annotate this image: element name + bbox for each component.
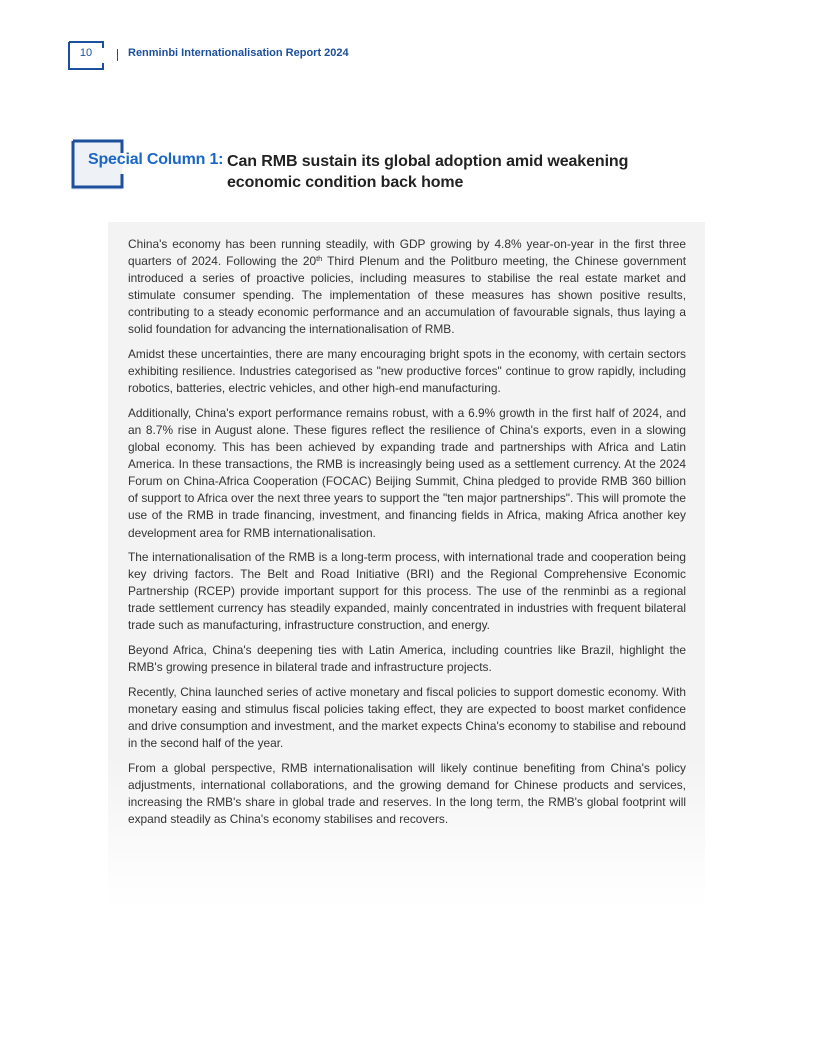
- paragraph: China's economy has been running steadily, with GDP growing by 4.8% year-on-year in the first three quarters of 2024. Following the 20th Third Plenum and the Politburo meeting, the Chinese government introduced a series of proactive policies, including measures to stabilise the real estate market and stimulate consumer spending. The implementation of these measures has shown positive results, contributing to a steady economic performance and an accumulation of favourable signals, thus laying a solid foundation for advancing the internationalisation of RMB.: [128, 237, 687, 337]
- paragraph: The internationalisation of the RMB is a long-term process, with international trade and cooperation being key driving factors. The Belt and Road Initiative (BRI) and the Regional Comprehensive Economic Partnership (RCEP) provide important support for this process. The use of the renminbi as a regional trade settlement currency has steadily expanded, mainly concentrated in industries with frequent bilateral trade such as manufacturing, infrastructure construction, and energy.: [128, 550, 686, 633]
- column-label: Special Column 1:: [88, 151, 224, 168]
- column-title: Can RMB sustain its global adoption amid weakening economic condition back home: [227, 153, 629, 191]
- paragraph: Recently, China launched series of active monetary and fiscal policies to support domestic economy. With monetary easing and stimulus fiscal policies taking effect, they are expected to boost market confidence and drive consumption and investment, and the market expects China's economy to stabilise and rebound in the second half of the year.: [128, 684, 686, 751]
- report-title: Renminbi Internationalisation Report 2024: [128, 47, 349, 59]
- paragraph: Additionally, China's export performance remains robust, with a 6.9% growth in the first half of 2024, and an 8.7% rise in August alone. These figures reflect the resilience of China's exports, even in a slowing global economy. This has been achieved by expanding trade and partnerships with Africa and Latin America. In these transactions, the RMB is increasingly being used as a settlement currency. At the 2024 Forum on China-Africa Cooperation (FOCAC) Beijing Summit, China pledged to provide RMB 360 billion of support to Africa over the next three years to support the "ten major partnerships". This will promote the use of the RMB in trade financing, investment, and financing fields in Africa, making Africa another key development area for RMB internationalisation.: [128, 405, 686, 540]
- paragraph: Beyond Africa, China's deepening ties with Latin America, including countries like Brazil, highlight the RMB's growing presence in bilateral trade and infrastructure projects.: [128, 643, 686, 675]
- article-body: [128, 236, 686, 836]
- page-number: 10: [79, 47, 93, 59]
- paragraph: From a global perspective, RMB internationalisation will likely continue benefiting from China's policy adjustments, international collaborations, and the growing demand for Chinese products and services, increasing the RMB's share in global trade and reserves. In the long term, the RMB's global footprint will expand steadily as China's economy stabilises and recovers.: [128, 760, 686, 826]
- paragraph: Amidst these uncertainties, there are many encouraging bright spots in the economy, with certain sectors exhibiting resilience. Industries categorised as "new productive forces" continue to grow rapidly, including robotics, batteries, electric vehicles, and other high-end manufacturing.: [128, 347, 686, 396]
- header-divider: [117, 49, 118, 61]
